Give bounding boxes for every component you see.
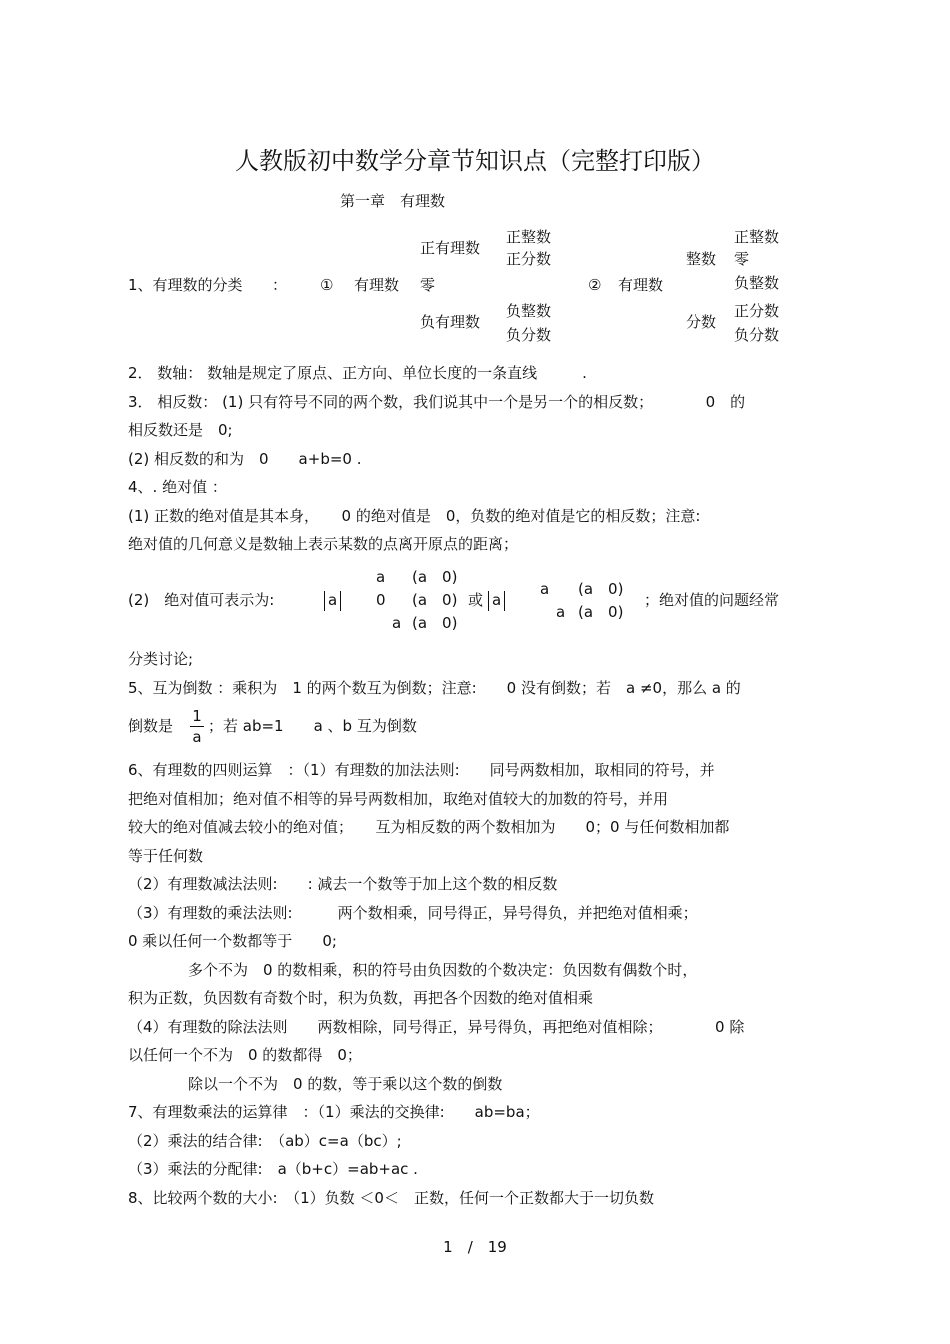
- text-line: （3）有理数的乘法法则: 两个数相乘，同号得正，异号得负，并把绝对值相乘；: [128, 903, 698, 922]
- text-line: (1) 正数的绝对值是其本身， 0 的绝对值是 0，负数的绝对值是它的相反数；注意:: [128, 506, 701, 525]
- fraction-denominator: a: [192, 728, 202, 746]
- text-line: （2）有理数减法法则: : 减去一个数等于加上这个数的相反数: [128, 875, 558, 893]
- rational-root-1: 有理数: [354, 276, 400, 294]
- text-line: 相反数还是 0;: [128, 421, 233, 439]
- positive-rational: 正有理数: [420, 239, 481, 257]
- case-condition: (a 0): [578, 580, 624, 598]
- text-line: 6、有理数的四则运算 ：（1）有理数的加法法则: 同号两数相加，取相同的符号，并: [128, 761, 715, 779]
- text-block-1: [128, 359, 828, 559]
- page-number: 1 / 19: [443, 1238, 507, 1256]
- reciprocal-pre: 倒数是: [128, 717, 174, 735]
- text-line: 5、互为倒数 ：乘积为 1 的两个数互为倒数；注意: 0 没有倒数；若 a ≠0，那么 a 的: [128, 678, 741, 697]
- negative-integer: 负整数: [506, 302, 552, 320]
- abs-bars-1: [324, 590, 341, 611]
- text-line: 积为正数，负因数有奇数个时，积为负数，再把各个因数的绝对值相乘: [128, 989, 594, 1007]
- case-condition: (a 0): [412, 614, 458, 632]
- integer-negative: 负整数: [734, 274, 780, 292]
- zero-label: 零: [420, 276, 436, 294]
- classification-lead: 1、有理数的分类: [128, 276, 243, 294]
- rational-root-2: 有理数: [618, 276, 664, 294]
- text-line: 2． 数轴： 数轴是规定了原点、正方向、单位长度的一条直线 .: [128, 364, 587, 382]
- case-value: a: [392, 614, 402, 632]
- text-line: （4）有理数的除法法则 两数相除，同号得正，异号得负，再把绝对值相除； 0 除: [128, 1017, 745, 1036]
- text-line: 分类讨论;: [128, 650, 194, 668]
- or-label: 或: [468, 591, 484, 609]
- text-line: 等于任何数: [128, 846, 204, 865]
- positive-fraction: 正分数: [506, 250, 552, 268]
- fraction-1-over-a: [190, 707, 204, 746]
- text-line: 较大的绝对值减去较小的绝对值； 互为相反数的两个数相加为 0；0 与任何数相加都: [128, 818, 730, 836]
- text-line: (2) 相反数的和为 0 a+b=0 .: [128, 449, 362, 468]
- case-condition: (a 0): [412, 568, 458, 586]
- text-line: 8、比较两个数的大小: （1）负数 ＜0＜ 正数，任何一个正数都大于一切负数: [128, 1188, 654, 1207]
- text-line: 把绝对值相加；绝对值不相等的异号两数相加，取绝对值较大的加数的符号，并用: [128, 789, 669, 808]
- text-line: 绝对值的几何意义是数轴上表示某数的点离开原点的距离；: [128, 535, 519, 553]
- case-value: 0: [376, 591, 386, 609]
- text-line: 除以一个不为 0 的数，等于乘以这个数的倒数: [128, 1074, 503, 1093]
- text-line: 7、有理数乘法的运算律 ：（1）乘法的交换律: ab=ba；: [128, 1103, 540, 1121]
- fraction-positive: 正分数: [734, 302, 780, 320]
- formula-tail: ；绝对值的问题经常: [644, 591, 780, 609]
- reciprocal-post: ；若 ab=1 a 、b 互为倒数: [208, 717, 417, 735]
- fraction-label: 分数: [686, 313, 717, 331]
- case-condition: (a 0): [412, 591, 458, 609]
- text-block-2: [128, 645, 828, 702]
- negative-rational: 负有理数: [420, 313, 481, 331]
- text-line: （3）乘法的分配律: a（b+c）=ab+ac .: [128, 1160, 418, 1178]
- case-value: a: [376, 568, 386, 586]
- case-condition: (a 0): [578, 603, 624, 621]
- classification-colon: ：: [272, 276, 288, 294]
- integer-zero: 零: [734, 250, 750, 268]
- abs-variable: a: [328, 591, 338, 609]
- text-line: 以任何一个不为 0 的数都得 0；: [128, 1046, 362, 1064]
- text-line: 4、. 绝对值 ：: [128, 478, 227, 496]
- circled-two: ②: [588, 276, 602, 294]
- abs-variable: a: [492, 591, 502, 609]
- document-title: 人教版初中数学分章节知识点（完整打印版）: [235, 147, 715, 175]
- formula-lead: (2) 绝对值可表示为:: [128, 591, 275, 609]
- case-value: a: [540, 580, 550, 598]
- positive-integer: 正整数: [506, 228, 552, 246]
- fraction-numerator: 1: [192, 707, 202, 725]
- text-line: 多个不为 0 的数相乘，积的符号由负因数的个数决定：负因数有偶数个时，: [128, 960, 698, 979]
- text-line: 0 乘以任何一个数都等于 0;: [128, 932, 337, 950]
- negative-fraction: 负分数: [506, 326, 552, 344]
- abs-bars-2: [488, 590, 505, 611]
- chapter-heading: 第一章 有理数: [340, 192, 446, 210]
- integer-label: 整数: [686, 250, 717, 268]
- text-line: 3． 相反数： (1) 只有符号不同的两个数，我们说其中一个是另一个的相反数； 0 的: [128, 392, 746, 411]
- text-line: （2）乘法的结合律: （ab）c=a（bc）;: [128, 1131, 402, 1150]
- text-block-3: [128, 756, 828, 1212]
- case-value: a: [556, 603, 566, 621]
- fraction-negative: 负分数: [734, 326, 780, 344]
- integer-positive: 正整数: [734, 228, 780, 246]
- circled-one: ①: [320, 276, 334, 294]
